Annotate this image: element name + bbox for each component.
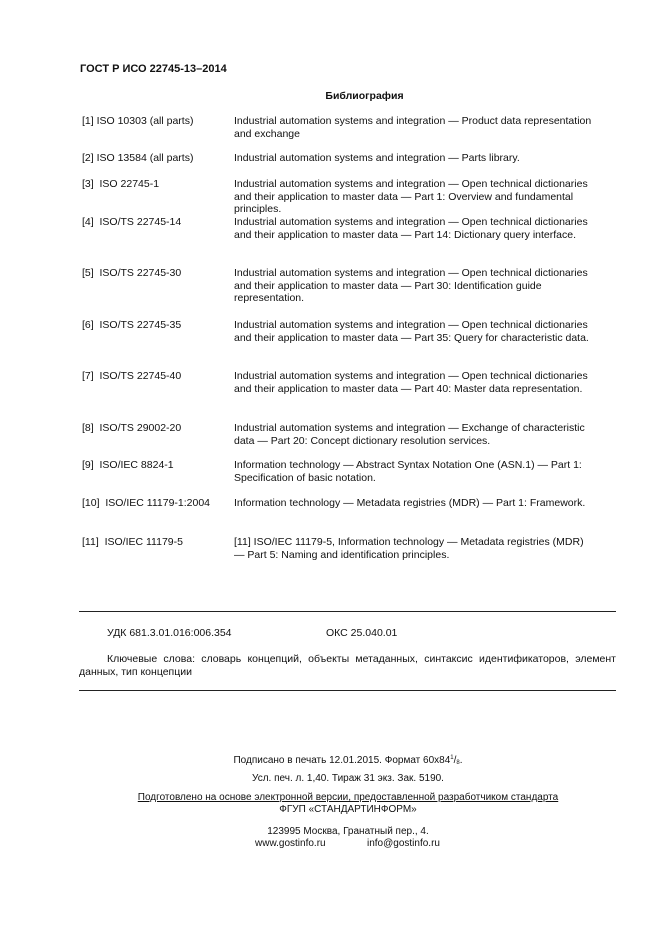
entry-id: [5] ISO/TS 22745-30 (82, 267, 182, 279)
website: www.gostinfo.ru (255, 838, 326, 849)
format-numerator: 1 (450, 755, 454, 761)
entry-id: [6] ISO/TS 22745-35 (82, 319, 182, 331)
entry-text: Industrial automation systems and integration — Open technical dictionaries and their application to master data — Part 14: Dictionary query interface. (234, 216, 588, 241)
format-denominator: 8 (456, 760, 460, 766)
signed-line: Подписано в печать 12.01.2015. Формат $60x84^1/_8$. (233, 755, 463, 766)
standard-code: ГОСТ Р ИСО 22745-13–2014 (80, 63, 227, 75)
entry-text: Industrial automation systems and integration — Open technical dictionaries and their application to master data — Part 30: Identification guide representation. (234, 267, 588, 304)
entry-text: Industrial automation systems and integration — Parts library. (234, 152, 520, 164)
entry-text: [11] ISO/IEC 11179-5, Information technology — Metadata registries (MDR) — Part 5: Naming and identification principles. (234, 536, 584, 561)
divider-bottom (79, 690, 616, 691)
prepared-note: Подготовлено на основе электронной версии, предоставленной разработчиком стандарта (137, 792, 559, 803)
entry-id: [1] ISO 10303 (all parts) (82, 115, 194, 127)
udk-code: УДК 681.3.01.016:006.354 (107, 627, 232, 639)
entry-id: [3] ISO 22745-1 (82, 178, 160, 190)
entry-text: Industrial automation systems and integration — Open technical dictionaries and their application to master data — Part 1: Overview and fundamental principles. (234, 178, 588, 215)
entry-text: Information technology — Metadata registries (MDR) — Part 1: Framework. (234, 497, 586, 509)
oks-code: ОКС 25.040.01 (326, 627, 398, 639)
email: info@gostinfo.ru (367, 838, 440, 849)
publisher-address: 123995 Москва, Гранатный пер., 4. (267, 826, 429, 837)
bibliography-title: Библиография (325, 90, 404, 102)
entry-text: Industrial automation systems and integration — Open technical dictionaries and their application to master data — Part 35: Query for characteristic data. (234, 319, 589, 344)
signed-text: Подписано в печать 12.01.2015. Формат 60x84 (233, 755, 451, 766)
entry-id: [7] ISO/TS 22745-40 (82, 370, 182, 382)
entry-id: [9] ISO/IEC 8824-1 (82, 459, 174, 471)
keywords: Ключевые слова: словарь концепций, объекты метаданных, синтаксис идентификаторов, элемент данных, тип концепции (79, 653, 616, 678)
entry-id: [4] ISO/TS 22745-14 (82, 216, 182, 228)
divider-top (79, 611, 616, 612)
entry-text: Industrial automation systems and integration — Product data representation and exchange (234, 115, 592, 140)
entry-text: Industrial automation systems and integration — Open technical dictionaries and their application to master data — Part 40: Master data representation. (234, 370, 588, 395)
entry-id: [8] ISO/TS 29002-20 (82, 422, 182, 434)
entry-text: Industrial automation systems and integration — Exchange of characteristic data — Part 20: Concept dictionary resolution services. (234, 422, 585, 447)
entry-text: Information technology — Abstract Syntax Notation One (ASN.1) — Part 1: Specification of basic notation. (234, 459, 582, 484)
print-info: Усл. печ. л. 1,40. Тираж 31 экз. Зак. 5190. (252, 773, 444, 784)
entry-id: [10] ISO/IEC 11179-1:2004 (82, 497, 211, 509)
entry-id: [2] ISO 13584 (all parts) (82, 152, 194, 164)
entry-id: [11] ISO/IEC 11179-5 (82, 536, 183, 548)
publisher: ФГУП «СТАНДАРТИНФОРМ» (279, 804, 417, 815)
